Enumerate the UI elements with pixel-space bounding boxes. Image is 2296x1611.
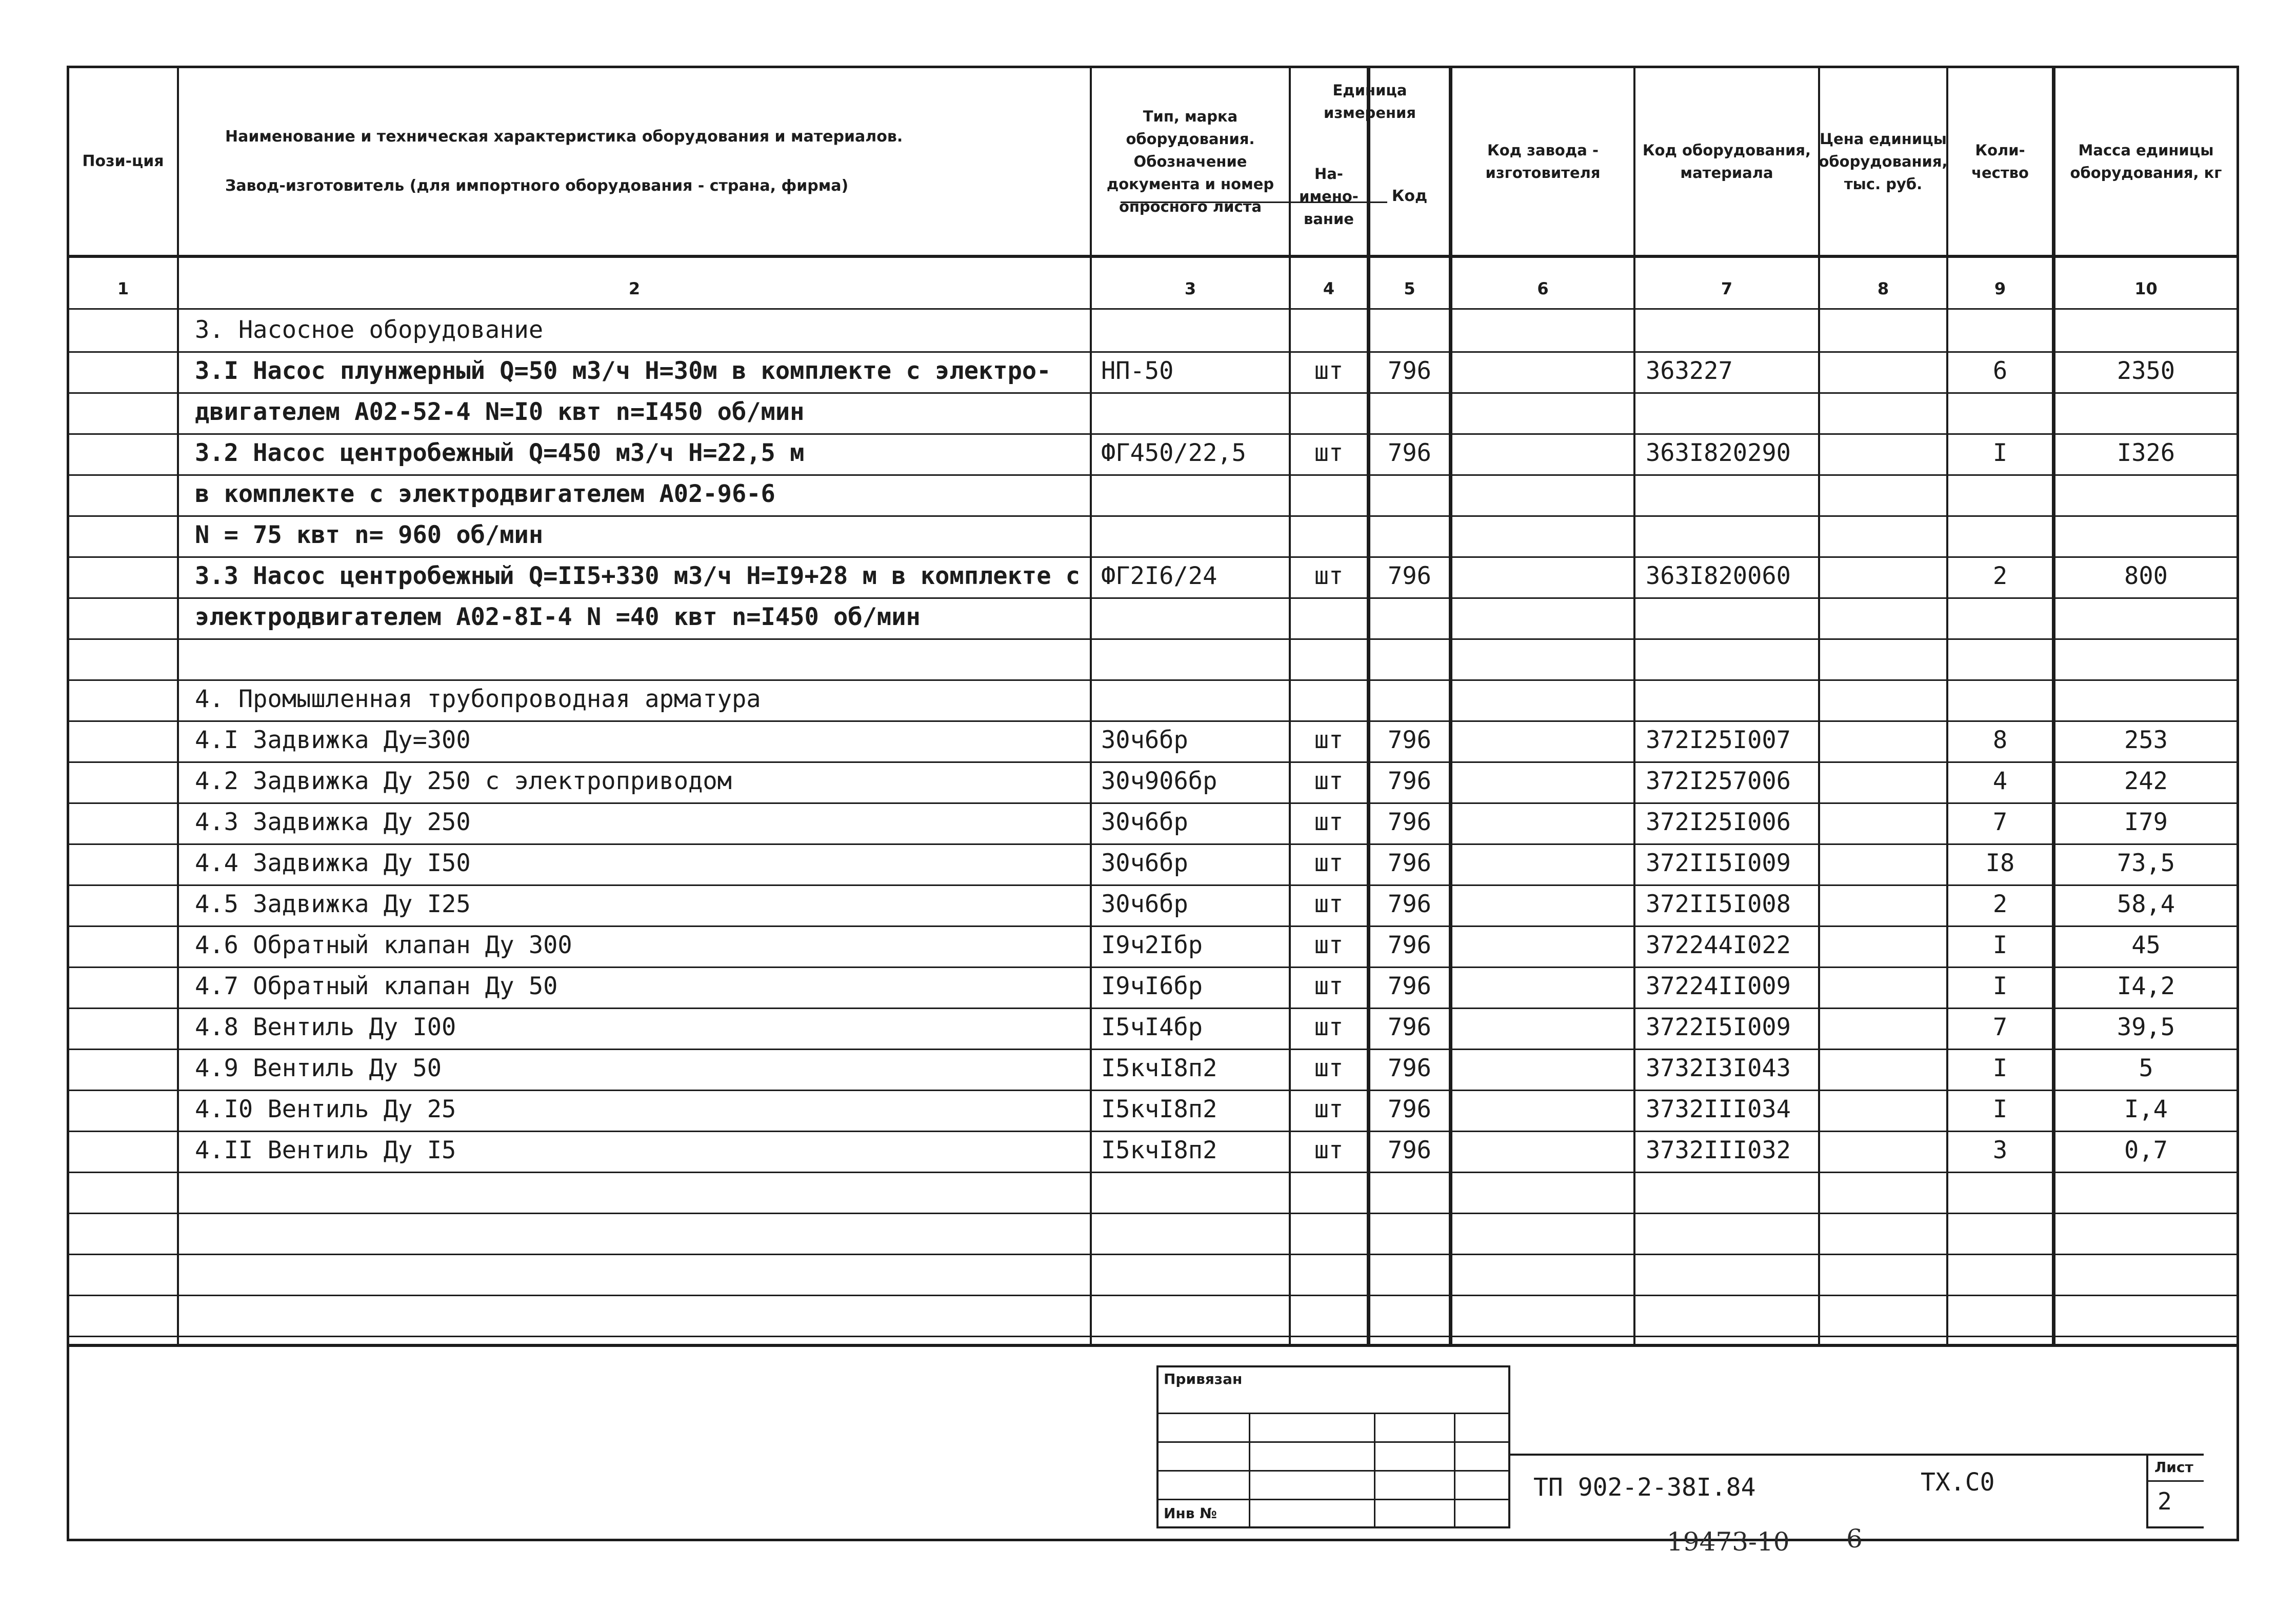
- row-unit: шт: [1314, 1095, 1344, 1123]
- column-number: 9: [1994, 279, 2006, 298]
- row-unit: шт: [1314, 1136, 1344, 1164]
- header-bottom-rule: [69, 255, 2237, 258]
- row-rule: [69, 802, 2237, 804]
- row-unit-code: 796: [1388, 1095, 1431, 1123]
- row-unit-code: 796: [1388, 1054, 1431, 1082]
- row-rule: [69, 1090, 2237, 1091]
- row-item-code: 363227: [1646, 357, 1733, 385]
- row-type: 30ч6бр: [1101, 849, 1188, 877]
- row-rule: [69, 884, 2237, 886]
- column-number: 7: [1721, 279, 1733, 298]
- row-rule: [69, 474, 2237, 476]
- row-type: 30ч906бр: [1101, 767, 1217, 795]
- row-rule: [69, 433, 2237, 435]
- row-unit: шт: [1314, 439, 1344, 467]
- row-rule: [69, 515, 2237, 517]
- row-unit-code: 796: [1388, 890, 1431, 918]
- row-quantity: I: [1992, 972, 2008, 1000]
- column-number: 1: [117, 279, 129, 298]
- row-description: 4.8 Вентиль Ду I00: [195, 1013, 456, 1041]
- row-type: 30ч6бр: [1101, 808, 1188, 836]
- row-mass: I4,2: [2117, 972, 2175, 1000]
- inventory-number-label: Инв №: [1164, 1505, 1217, 1522]
- row-description: 4.9 Вентиль Ду 50: [195, 1054, 442, 1082]
- row-mass: I,4: [2124, 1095, 2168, 1123]
- row-quantity: 4: [1992, 767, 2008, 795]
- row-description: 4. Промышленная трубопроводная арматура: [195, 685, 761, 713]
- row-unit: шт: [1314, 726, 1344, 754]
- row-description: 4.5 Задвижка Ду I25: [195, 890, 471, 918]
- row-type: I5кчI8п2: [1101, 1095, 1217, 1123]
- row-unit-code: 796: [1388, 726, 1431, 754]
- row-unit: шт: [1314, 808, 1344, 836]
- row-description: 4.I0 Вентиль Ду 25: [195, 1095, 456, 1123]
- row-item-code: 372I25I007: [1646, 726, 1791, 754]
- row-quantity: 8: [1992, 726, 2008, 754]
- row-description: 4.7 Обратный клапан Ду 50: [195, 972, 558, 1000]
- row-unit: шт: [1314, 1054, 1344, 1082]
- header-position: Пози-ция: [82, 152, 164, 170]
- row-rule: [69, 966, 2237, 968]
- header-description: [179, 68, 1090, 255]
- row-item-code: 372II5I008: [1646, 890, 1791, 918]
- row-quantity: I: [1992, 439, 2008, 467]
- row-description: 4.2 Задвижка Ду 250 с электроприводом: [195, 767, 732, 795]
- row-unit-code: 796: [1388, 1136, 1431, 1164]
- row-type: I5кчI8п2: [1101, 1054, 1217, 1082]
- row-mass: 39,5: [2117, 1013, 2175, 1041]
- header-unit-name: На-имено-вание: [1299, 165, 1359, 228]
- row-description: 4.3 Задвижка Ду 250: [195, 808, 471, 836]
- col-divider: [1090, 68, 1092, 1345]
- row-type: 30ч6бр: [1101, 890, 1188, 918]
- row-rule: [69, 351, 2237, 353]
- row-mass: 5: [2139, 1054, 2153, 1082]
- col-divider: [1367, 68, 1370, 1345]
- row-type: НП-50: [1101, 357, 1174, 385]
- row-description: 3.2 Насос центробежный Q=450 м3/ч H=22,5 м: [195, 439, 805, 467]
- row-description: в комплекте с электродвигателем А02-96-6: [195, 480, 775, 508]
- row-quantity: I: [1992, 1095, 2008, 1123]
- row-type: I5чI4бр: [1101, 1013, 1203, 1041]
- col-divider: [1449, 68, 1452, 1345]
- column-number: 5: [1404, 279, 1415, 298]
- row-rule: [69, 761, 2237, 763]
- column-number: 6: [1537, 279, 1549, 298]
- row-rule: [69, 1336, 2237, 1337]
- row-item-code: 363I820060: [1646, 562, 1791, 590]
- row-quantity: I8: [1985, 849, 2015, 877]
- row-type: ФГ450/22,5: [1101, 439, 1246, 467]
- row-rule: [69, 392, 2237, 394]
- row-unit-code: 796: [1388, 972, 1431, 1000]
- row-item-code: 37224II009: [1646, 972, 1791, 1000]
- row-type: I9чI6бр: [1101, 972, 1203, 1000]
- row-quantity: 2: [1992, 890, 2008, 918]
- row-rule: [69, 679, 2237, 681]
- row-rule: [69, 597, 2237, 599]
- row-description: 4.II Вентиль Ду I5: [195, 1136, 456, 1164]
- col-divider: [1633, 68, 1635, 1345]
- col-divider: [1818, 68, 1820, 1345]
- row-rule: [69, 1172, 2237, 1173]
- row-type: I9ч2Iбр: [1101, 931, 1203, 959]
- row-quantity: I: [1992, 1054, 2008, 1082]
- col-divider: [2052, 68, 2055, 1345]
- row-quantity: I: [1992, 931, 2008, 959]
- archive-page: 6: [1846, 1524, 1863, 1554]
- row-mass: 242: [2124, 767, 2168, 795]
- row-rule: [69, 638, 2237, 640]
- row-quantity: 7: [1992, 808, 2008, 836]
- header-item-code: Код оборудования, материала: [1642, 142, 1811, 182]
- row-unit: шт: [1314, 1013, 1344, 1041]
- row-mass: 800: [2124, 562, 2168, 590]
- document-code: ТП 902-2-38I.84: [1533, 1473, 1756, 1502]
- row-unit-code: 796: [1388, 931, 1431, 959]
- header-price: Цена единицы оборудования, тыс. руб.: [1819, 130, 1948, 193]
- column-number: 8: [1877, 279, 1889, 298]
- row-rule: [69, 1008, 2237, 1009]
- document-mark: ТХ.С0: [1921, 1468, 1995, 1497]
- row-item-code: 363I820290: [1646, 439, 1791, 467]
- row-mass: I79: [2124, 808, 2168, 836]
- row-unit: шт: [1314, 849, 1344, 877]
- row-rule: [69, 1213, 2237, 1214]
- row-unit: шт: [1314, 357, 1344, 385]
- row-unit-code: 796: [1388, 1013, 1431, 1041]
- row-rule: [69, 1131, 2237, 1132]
- row-quantity: 2: [1992, 562, 2008, 590]
- row-description: N = 75 квт n= 960 об/мин: [195, 521, 544, 549]
- row-rule: [69, 925, 2237, 927]
- row-unit: шт: [1314, 562, 1344, 590]
- row-description: 3.I Насос плунжерный Q=50 м3/ч H=30м в комплекте с электро-: [195, 357, 1051, 385]
- row-item-code: 372I257006: [1646, 767, 1791, 795]
- row-description: 3.3 Насос центробежный Q=II5+330 м3/ч H=I9+28 м в комплекте с: [195, 562, 1081, 590]
- col-divider: [177, 68, 179, 1345]
- row-description: электродвигателем А02-8I-4 N =40 квт n=I450 об/мин: [195, 603, 921, 631]
- row-unit-code: 796: [1388, 767, 1431, 795]
- row-item-code: 3722I5I009: [1646, 1013, 1791, 1041]
- row-description: двигателем А02-52-4 N=I0 квт n=I450 об/мин: [195, 398, 805, 426]
- row-unit-code: 796: [1388, 849, 1431, 877]
- row-rule: [69, 720, 2237, 722]
- row-mass: 2350: [2117, 357, 2175, 385]
- header-type: Тип, марка оборудования. Обозначение документа и номер опросного листа: [1106, 108, 1274, 215]
- row-item-code: 372I25I006: [1646, 808, 1791, 836]
- row-description: 4.6 Обратный клапан Ду 300: [195, 931, 572, 959]
- header-manufacturer-code: Код завода - изготовителя: [1485, 142, 1601, 182]
- column-number: 4: [1323, 279, 1335, 298]
- table-bottom-rule: [69, 1344, 2237, 1347]
- column-number: 3: [1184, 279, 1196, 298]
- sheet-number: 2: [2158, 1487, 2172, 1515]
- row-description: 4.I Задвижка Ду=300: [195, 726, 471, 754]
- row-type: ФГ2I6/24: [1101, 562, 1217, 590]
- header-quantity: Коли-чество: [1971, 142, 2029, 182]
- row-unit: шт: [1314, 767, 1344, 795]
- row-type: I5кчI8п2: [1101, 1136, 1217, 1164]
- row-rule: [69, 1049, 2237, 1050]
- column-number: 10: [2134, 279, 2158, 298]
- row-unit: шт: [1314, 972, 1344, 1000]
- row-quantity: 6: [1992, 357, 2008, 385]
- row-item-code: 3732III032: [1646, 1136, 1791, 1164]
- row-description: 3. Насосное оборудование: [195, 316, 544, 344]
- linked-label: Привязан: [1164, 1371, 1243, 1387]
- row-mass: 73,5: [2117, 849, 2175, 877]
- row-description: 4.4 Задвижка Ду I50: [195, 849, 471, 877]
- row-mass: 58,4: [2117, 890, 2175, 918]
- row-mass: 45: [2131, 931, 2161, 959]
- specification-sheet: [67, 66, 2239, 1541]
- header-description-line1: Наименование и техническая характеристика оборудования и материалов.: [225, 128, 903, 146]
- row-unit: шт: [1314, 931, 1344, 959]
- row-unit-code: 796: [1388, 357, 1431, 385]
- row-rule: [69, 556, 2237, 558]
- row-rule: [69, 843, 2237, 845]
- row-quantity: 7: [1992, 1013, 2008, 1041]
- row-item-code: 3732III034: [1646, 1095, 1791, 1123]
- row-mass: I326: [2117, 439, 2175, 467]
- row-mass: 0,7: [2124, 1136, 2168, 1164]
- row-unit-code: 796: [1388, 562, 1431, 590]
- row-unit: шт: [1314, 890, 1344, 918]
- row-item-code: 372II5I009: [1646, 849, 1791, 877]
- row-type: 30ч6бр: [1101, 726, 1188, 754]
- linked-stamp: [1156, 1365, 1510, 1528]
- title-block-rule: [1510, 1454, 2146, 1456]
- row-quantity: 3: [1992, 1136, 2008, 1164]
- header-unit-code: Код: [1391, 187, 1428, 205]
- sheet-number-box: [2146, 1454, 2204, 1528]
- row-unit-code: 796: [1388, 808, 1431, 836]
- header-unit-group: Единица измерения: [1324, 82, 1416, 122]
- column-number: 2: [628, 279, 641, 298]
- row-rule: [69, 1254, 2237, 1255]
- row-item-code: 372244I022: [1646, 931, 1791, 959]
- row-rule: [69, 1295, 2237, 1296]
- header-description-line2: Завод-изготовитель (для импортного оборудования - страна, фирма): [225, 177, 849, 195]
- row-item-code: 3732I3I043: [1646, 1054, 1791, 1082]
- sheet-label: Лист: [2154, 1459, 2193, 1476]
- row-unit-code: 796: [1388, 439, 1431, 467]
- header-mass: Масса единицы оборудования, кг: [2070, 142, 2222, 182]
- row-mass: 253: [2124, 726, 2168, 754]
- archive-number: 19473-10: [1667, 1527, 1790, 1557]
